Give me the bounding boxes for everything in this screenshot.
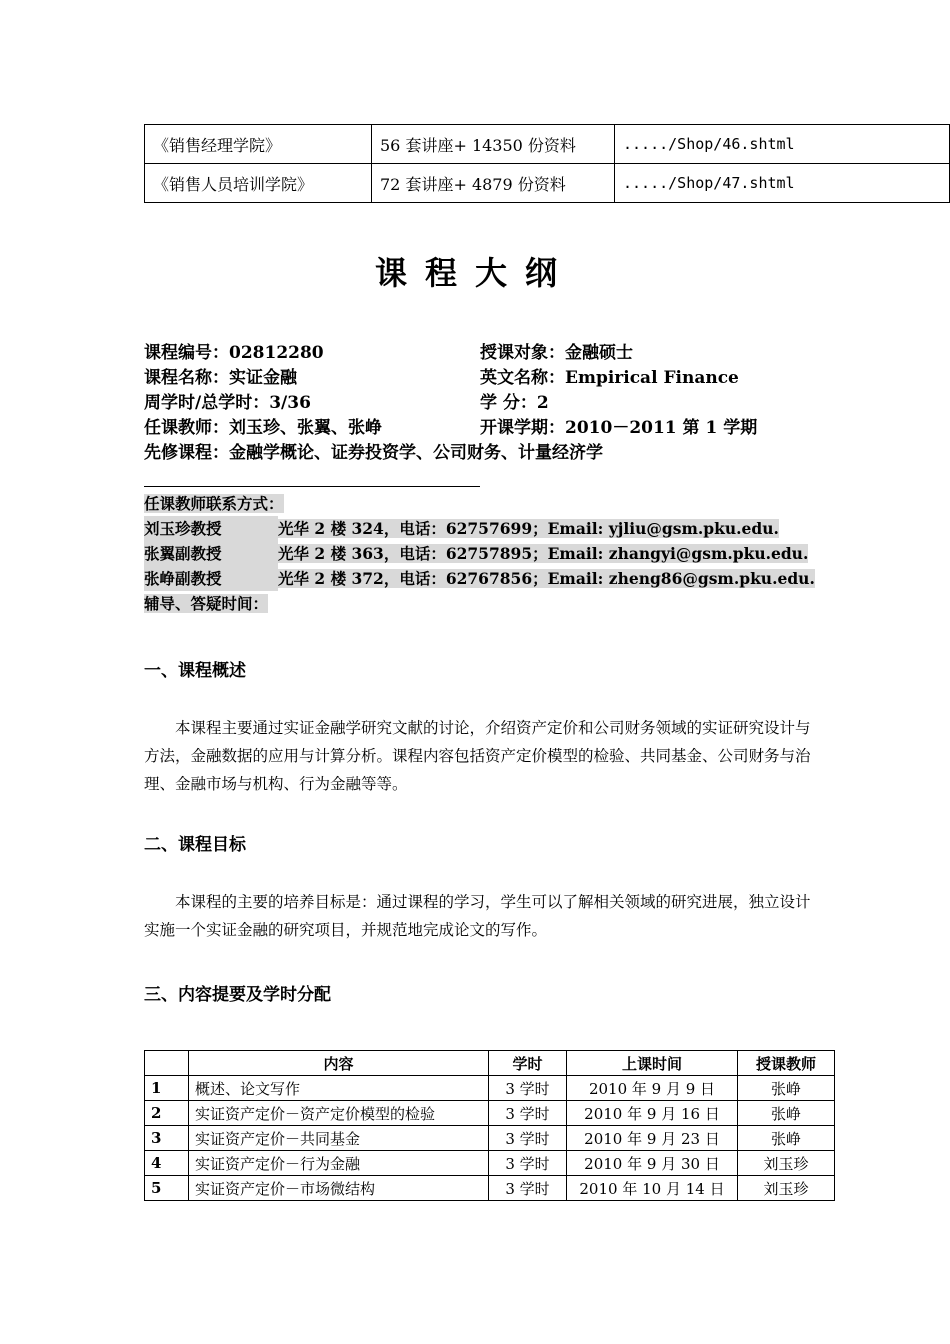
course-number: 课程编号：02812280 <box>144 343 324 363</box>
table-header-row <box>145 1051 835 1076</box>
contact-name: 刘玉珍教授 <box>144 516 278 541</box>
row-teacher: 张峥 <box>738 1076 835 1101</box>
contact-detail: 光华 2 楼 372，电话：62767856；Email: zheng86@gsm.pku.edu. <box>278 569 815 588</box>
row-content: 概述、论文写作 <box>189 1076 489 1101</box>
course-info-right <box>480 341 757 441</box>
shop-name: 《销售人员培训学院》 <box>145 164 372 203</box>
section-2-title: 二、课程目标 <box>144 835 246 855</box>
divider <box>144 486 480 487</box>
row-content: 实证资产定价－市场微结构 <box>189 1176 489 1201</box>
row-number: 2 <box>145 1101 189 1126</box>
section-2-text: 本课程的主要的培养目标是：通过课程的学习，学生可以了解相关领域的研究进展，独立设计实施一个实证金融的研究项目，并规范地完成论文的写作。 <box>144 893 811 939</box>
table-row <box>145 1176 835 1201</box>
table-row <box>145 164 950 203</box>
course-prereq: 先修课程：金融学概论、证券投资学、公司财务、计量经济学 <box>144 443 603 463</box>
page-title: 课程大纲 <box>374 254 575 292</box>
shop-link[interactable]: ...../Shop/47.shtml <box>615 164 950 203</box>
contact-row <box>144 541 808 566</box>
row-number: 4 <box>145 1151 189 1176</box>
contact-detail: 光华 2 楼 363，电话：62757895；Email: zhangyi@gsm.pku.edu. <box>278 544 809 563</box>
shop-desc: 72 套讲座+ 4879 份资料 <box>372 164 615 203</box>
column-header: 内容 <box>189 1051 489 1076</box>
row-number: 1 <box>145 1076 189 1101</box>
shop-link[interactable]: ...../Shop/46.shtml <box>615 125 950 164</box>
row-content: 实证资产定价－共同基金 <box>189 1126 489 1151</box>
row-hours: 3 学时 <box>489 1101 567 1126</box>
column-header: 授课教师 <box>738 1051 835 1076</box>
row-teacher: 刘玉珍 <box>738 1151 835 1176</box>
course-semester: 开课学期：2010－2011 第 1 学期 <box>480 418 758 438</box>
row-hours: 3 学时 <box>489 1176 567 1201</box>
row-date: 2010 年 9 月 23 日 <box>567 1126 738 1151</box>
row-number: 3 <box>145 1126 189 1151</box>
row-teacher: 张峥 <box>738 1126 835 1151</box>
column-header <box>145 1051 189 1076</box>
shop-table <box>144 124 950 203</box>
table-row <box>145 125 950 164</box>
column-header: 学时 <box>489 1051 567 1076</box>
course-audience: 授课对象：金融硕士 <box>480 343 633 363</box>
row-hours: 3 学时 <box>489 1076 567 1101</box>
course-name: 课程名称：实证金融 <box>144 368 297 388</box>
contact-name: 张翼副教授 <box>144 541 278 566</box>
course-info-left <box>144 341 382 441</box>
table-row <box>145 1151 835 1176</box>
course-credits: 学 分：2 <box>480 393 549 413</box>
row-date: 2010 年 9 月 30 日 <box>567 1151 738 1176</box>
course-english-name: 英文名称：Empirical Finance <box>480 368 739 388</box>
section-3-title: 三、内容提要及学时分配 <box>144 985 331 1005</box>
row-number: 5 <box>145 1176 189 1201</box>
table-row <box>145 1076 835 1101</box>
row-hours: 3 学时 <box>489 1126 567 1151</box>
row-teacher: 张峥 <box>738 1101 835 1126</box>
row-date: 2010 年 9 月 9 日 <box>567 1076 738 1101</box>
table-row <box>145 1101 835 1126</box>
table-row <box>145 1126 835 1151</box>
contact-row <box>144 566 815 591</box>
row-date: 2010 年 10 月 14 日 <box>567 1176 738 1201</box>
schedule-table <box>144 1050 835 1201</box>
contact-name: 张峥副教授 <box>144 566 278 591</box>
shop-name: 《销售经理学院》 <box>145 125 372 164</box>
contact-heading: 任课教师联系方式： <box>144 494 284 513</box>
column-header: 上课时间 <box>567 1051 738 1076</box>
course-teachers: 任课教师：刘玉珍、张翼、张峥 <box>144 418 382 438</box>
row-hours: 3 学时 <box>489 1151 567 1176</box>
office-hours: 辅导、答疑时间： <box>144 594 269 613</box>
contact-row <box>144 516 779 541</box>
shop-desc: 56 套讲座+ 14350 份资料 <box>372 125 615 164</box>
section-1-title: 一、课程概述 <box>144 661 246 681</box>
section-1-text: 本课程主要通过实证金融学研究文献的讨论，介绍资产定价和公司财务领域的实证研究设计与方法，金融数据的应用与计算分析。课程内容包括资产定价模型的检验、共同基金、公司财务与治理、金融市场与机构、行为金融等等。 <box>144 719 811 793</box>
row-teacher: 刘玉珍 <box>738 1176 835 1201</box>
row-date: 2010 年 9 月 16 日 <box>567 1101 738 1126</box>
row-content: 实证资产定价－资产定价模型的检验 <box>189 1101 489 1126</box>
course-hours: 周学时/总学时：3/36 <box>144 393 311 413</box>
contact-detail: 光华 2 楼 324，电话：62757699；Email: yjliu@gsm.pku.edu. <box>278 519 779 538</box>
row-content: 实证资产定价－行为金融 <box>189 1151 489 1176</box>
